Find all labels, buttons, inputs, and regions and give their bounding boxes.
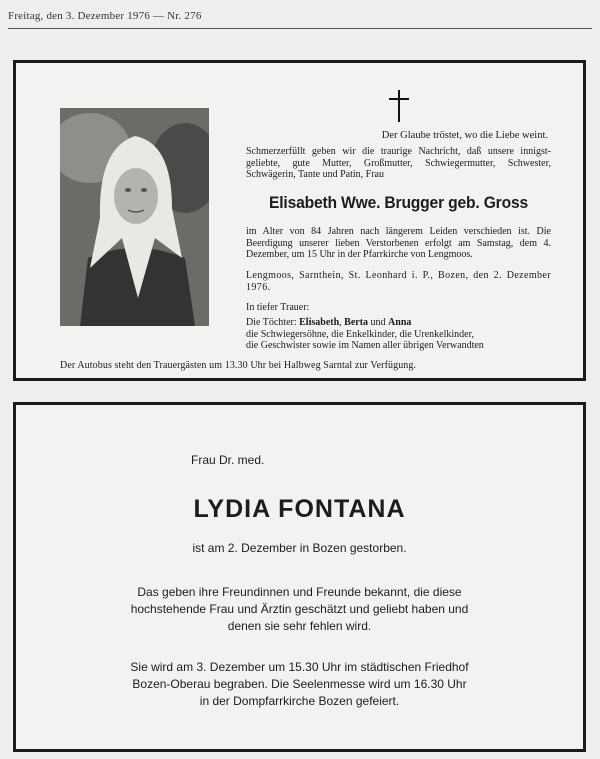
header-rule	[8, 28, 592, 29]
burial-paragraph	[76, 659, 523, 710]
mourners-list	[246, 317, 551, 352]
place-date: Lengmoos, Sarnthein, St. Leonhard i. P., Bozen, den 2. Dezember 1976.	[246, 270, 551, 293]
mourning-heading: In tiefer Trauer:	[246, 302, 310, 313]
deceased-name: Elisabeth Wwe. Brugger geb. Gross	[268, 193, 528, 212]
age-burial-text: im Alter von 84 Jahren nach längerem Leiden verschieden ist. Die Beerdigung unserer lieben Verstorbenen erfolgt am Samstag, dem 4. Dezember, um 15 Uhr in der Pfarrkirche von Lengmoos.	[246, 226, 551, 261]
text-line: Bozen-Oberau begraben. Die Seelenmesse wird um 16.30 Uhr	[132, 677, 467, 691]
deceased-name: LYDIA FONTANA	[193, 495, 406, 523]
text-line: Das geben ihre Freundinnen und Freunde bekannt, die diese	[137, 585, 462, 599]
motto: Der Glaube tröstet, wo die Liebe weint.	[381, 130, 548, 141]
portrait-photo	[60, 108, 209, 326]
obituary-notice-fontana	[13, 402, 586, 752]
death-statement: ist am 2. Dezember in Bozen gestorben.	[192, 541, 407, 555]
family-line-3: die Geschwister sowie im Namen aller übrigen Verwandten	[246, 340, 484, 352]
text-line: denen sie sehr fehlen wird.	[227, 619, 372, 633]
obituary-notice-brugger	[13, 60, 586, 381]
daughters-line: Die Töchter: Elisabeth, Berta und Anna	[246, 317, 412, 328]
bus-note: Der Autobus steht den Trauergästen um 13.30 Uhr bei Halbweg Sarntal zur Verfügung.	[60, 360, 417, 371]
intro-text: Schmerzerfüllt geben wir die traurige Nachricht, daß unsere innigst-geliebte, gute Mutter, Großmutter, Schwiegermutter, Schwester, Schwägerin, Tante und Patin, Frau	[246, 146, 551, 181]
newspaper-header: Freitag, den 3. Dezember 1976 — Nr. 276	[8, 10, 202, 22]
family-line-2: die Schwiegersöhne, die Enkelkinder, die Urenkelkinder,	[246, 328, 475, 340]
announcement-paragraph	[76, 584, 523, 635]
cross-icon	[389, 90, 409, 122]
title-prefix: Frau Dr. med.	[191, 453, 265, 467]
text-line: hochstehende Frau und Ärztin geschätzt und geliebt haben und	[130, 602, 469, 616]
text-line: Sie wird am 3. Dezember um 15.30 Uhr im städtischen Friedhof	[130, 660, 469, 674]
text-line: in der Dompfarrkirche Bozen gefeiert.	[199, 694, 400, 708]
